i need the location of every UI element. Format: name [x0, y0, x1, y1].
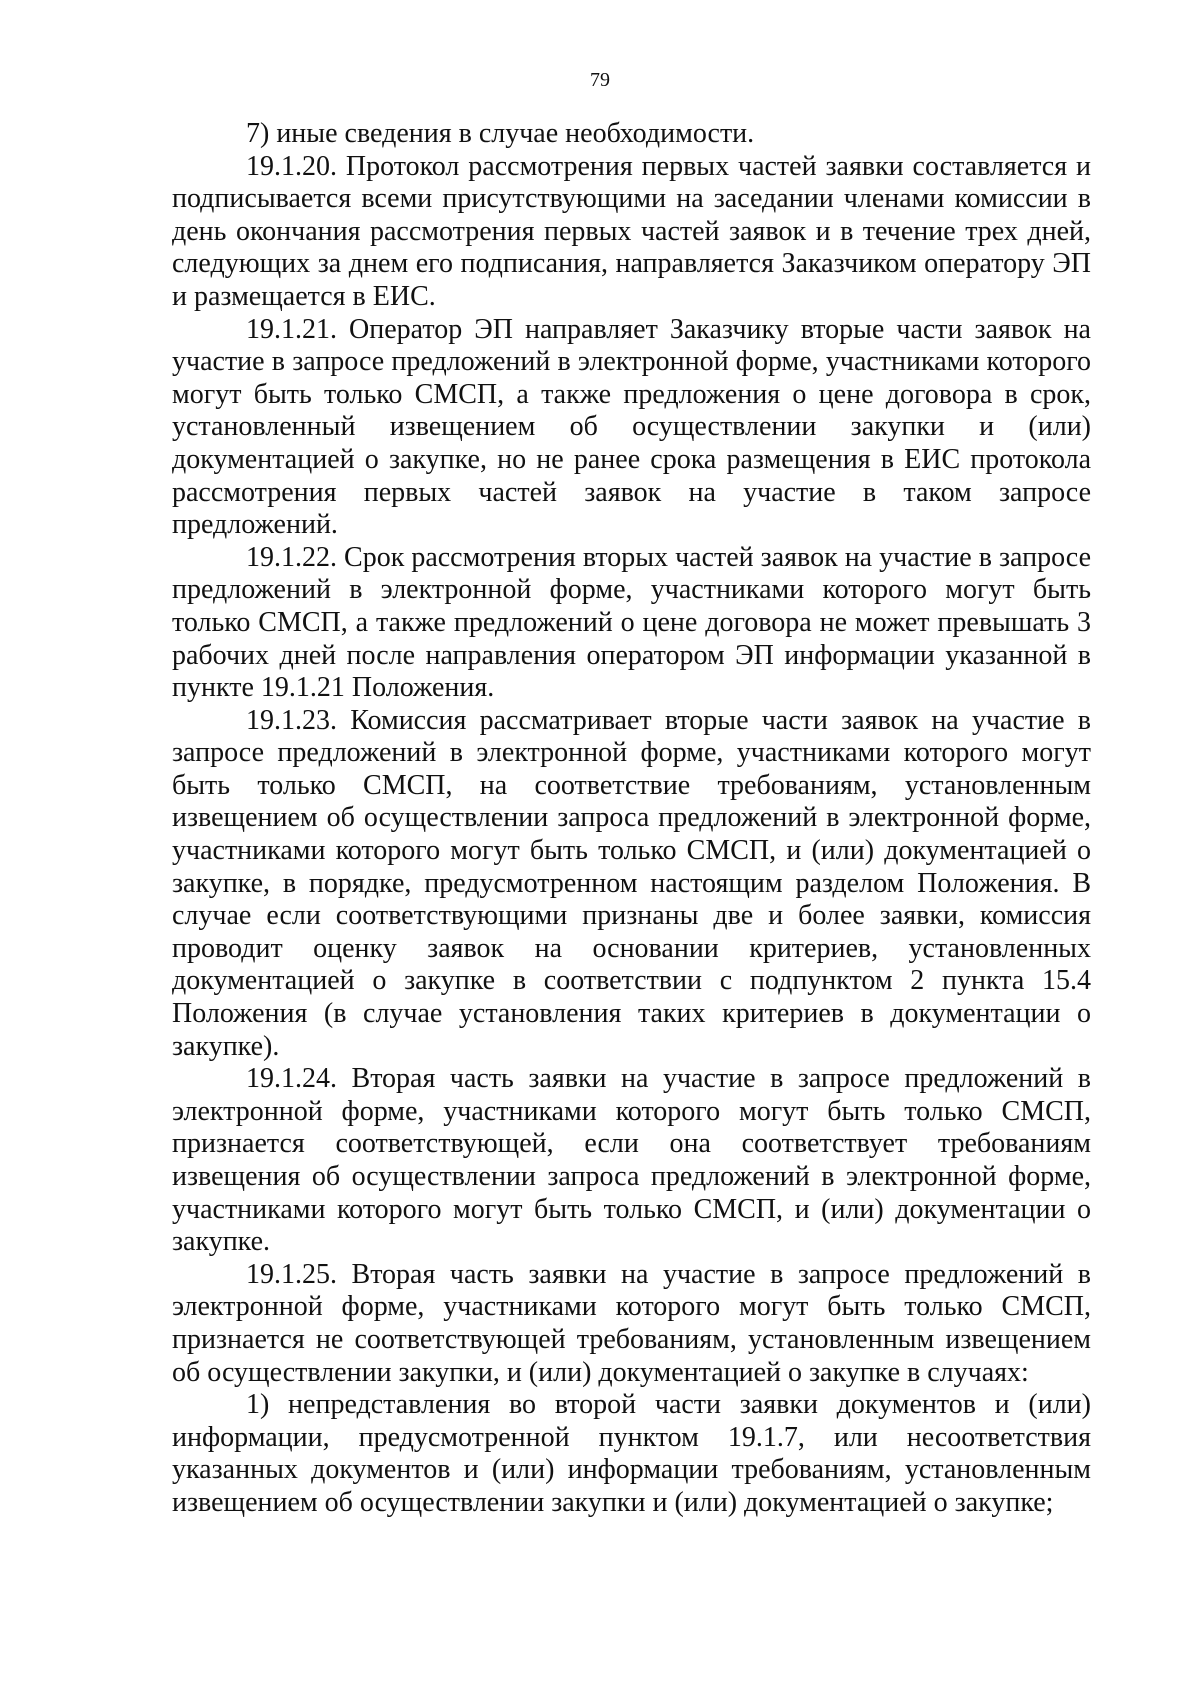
paragraph-19-1-25: 19.1.25. Вторая часть заявки на участие в запросе предложений в электронной форме, участниками которого могут быть только СМСП, признается не соответствующей требованиям, установленным извещением об осуществлении закупки, и (или) документацией о закупке в случаях:: [172, 1258, 1091, 1388]
paragraph-19-1-24: 19.1.24. Вторая часть заявки на участие в запросе предложений в электронной форме, участниками которого могут быть только СМСП, признается соответствующей, если она соответствует требованиям извещения об осуществлении запроса предложений в электронной форме, участниками которого могут быть только СМСП, и (или) документации о закупке.: [172, 1063, 1091, 1258]
paragraph-19-1-23: 19.1.23. Комиссия рассматривает вторые части заявок на участие в запросе предложений в электронной форме, участниками которого могут быть только СМСП, на соответствие требованиям, установленным извещением об осуществлении запроса предложений в электронной форме, участниками которого могут быть только СМСП, и (или) документацией о закупке, в порядке, предусмотренном настоящим разделом Положения. В случае если соответствующими признаны две и более заявки, комиссия проводит оценку заявок на основании критериев, установленных документацией о закупке в соответствии с подпунктом 2 пункта 15.4 Положения (в случае установления таких критериев в документации о закупке).: [172, 704, 1091, 1062]
paragraph-19-1-22: 19.1.22. Срок рассмотрения вторых частей заявок на участие в запросе предложений в электронной форме, участниками которого могут быть только СМСП, а также предложений о цене договора не может превышать 3 рабочих дней после направления оператором ЭП информации указанной в пункте 19.1.21 Положения.: [172, 541, 1091, 704]
page-number: 79: [590, 69, 610, 91]
paragraph-item-1: 1) непредставления во второй части заявки документов и (или) информации, предусмотренной пунктом 19.1.7, или несоответствия указанных документов и (или) информации требованиям, установленным извещением об осуществлении закупки и (или) документацией о закупке;: [172, 1389, 1091, 1518]
paragraph-19-1-20: 19.1.20. Протокол рассмотрения первых частей заявки составляется и подписывается всеми присутствующими на заседании членами комиссии в день окончания рассмотрения первых частей заявок и в течение трех дней, следующих за днем его подписания, направляется Заказчиком оператору ЭП и размещается в ЕИС.: [172, 150, 1091, 312]
paragraph-19-1-21: 19.1.21. Оператор ЭП направляет Заказчику вторые части заявок на участие в запросе предложений в электронной форме, участниками которого могут быть только СМСП, а также предложения о цене договора в срок, установленный извещением об осуществлении закупки и (или) документацией о закупке, но не ранее срока размещения в ЕИС протокола рассмотрения первых частей заявок на участие в таком запросе предложений.: [172, 313, 1091, 541]
document-body: [172, 118, 1091, 1520]
paragraph-item-7: 7) иные сведения в случае необходимости.: [246, 118, 755, 149]
